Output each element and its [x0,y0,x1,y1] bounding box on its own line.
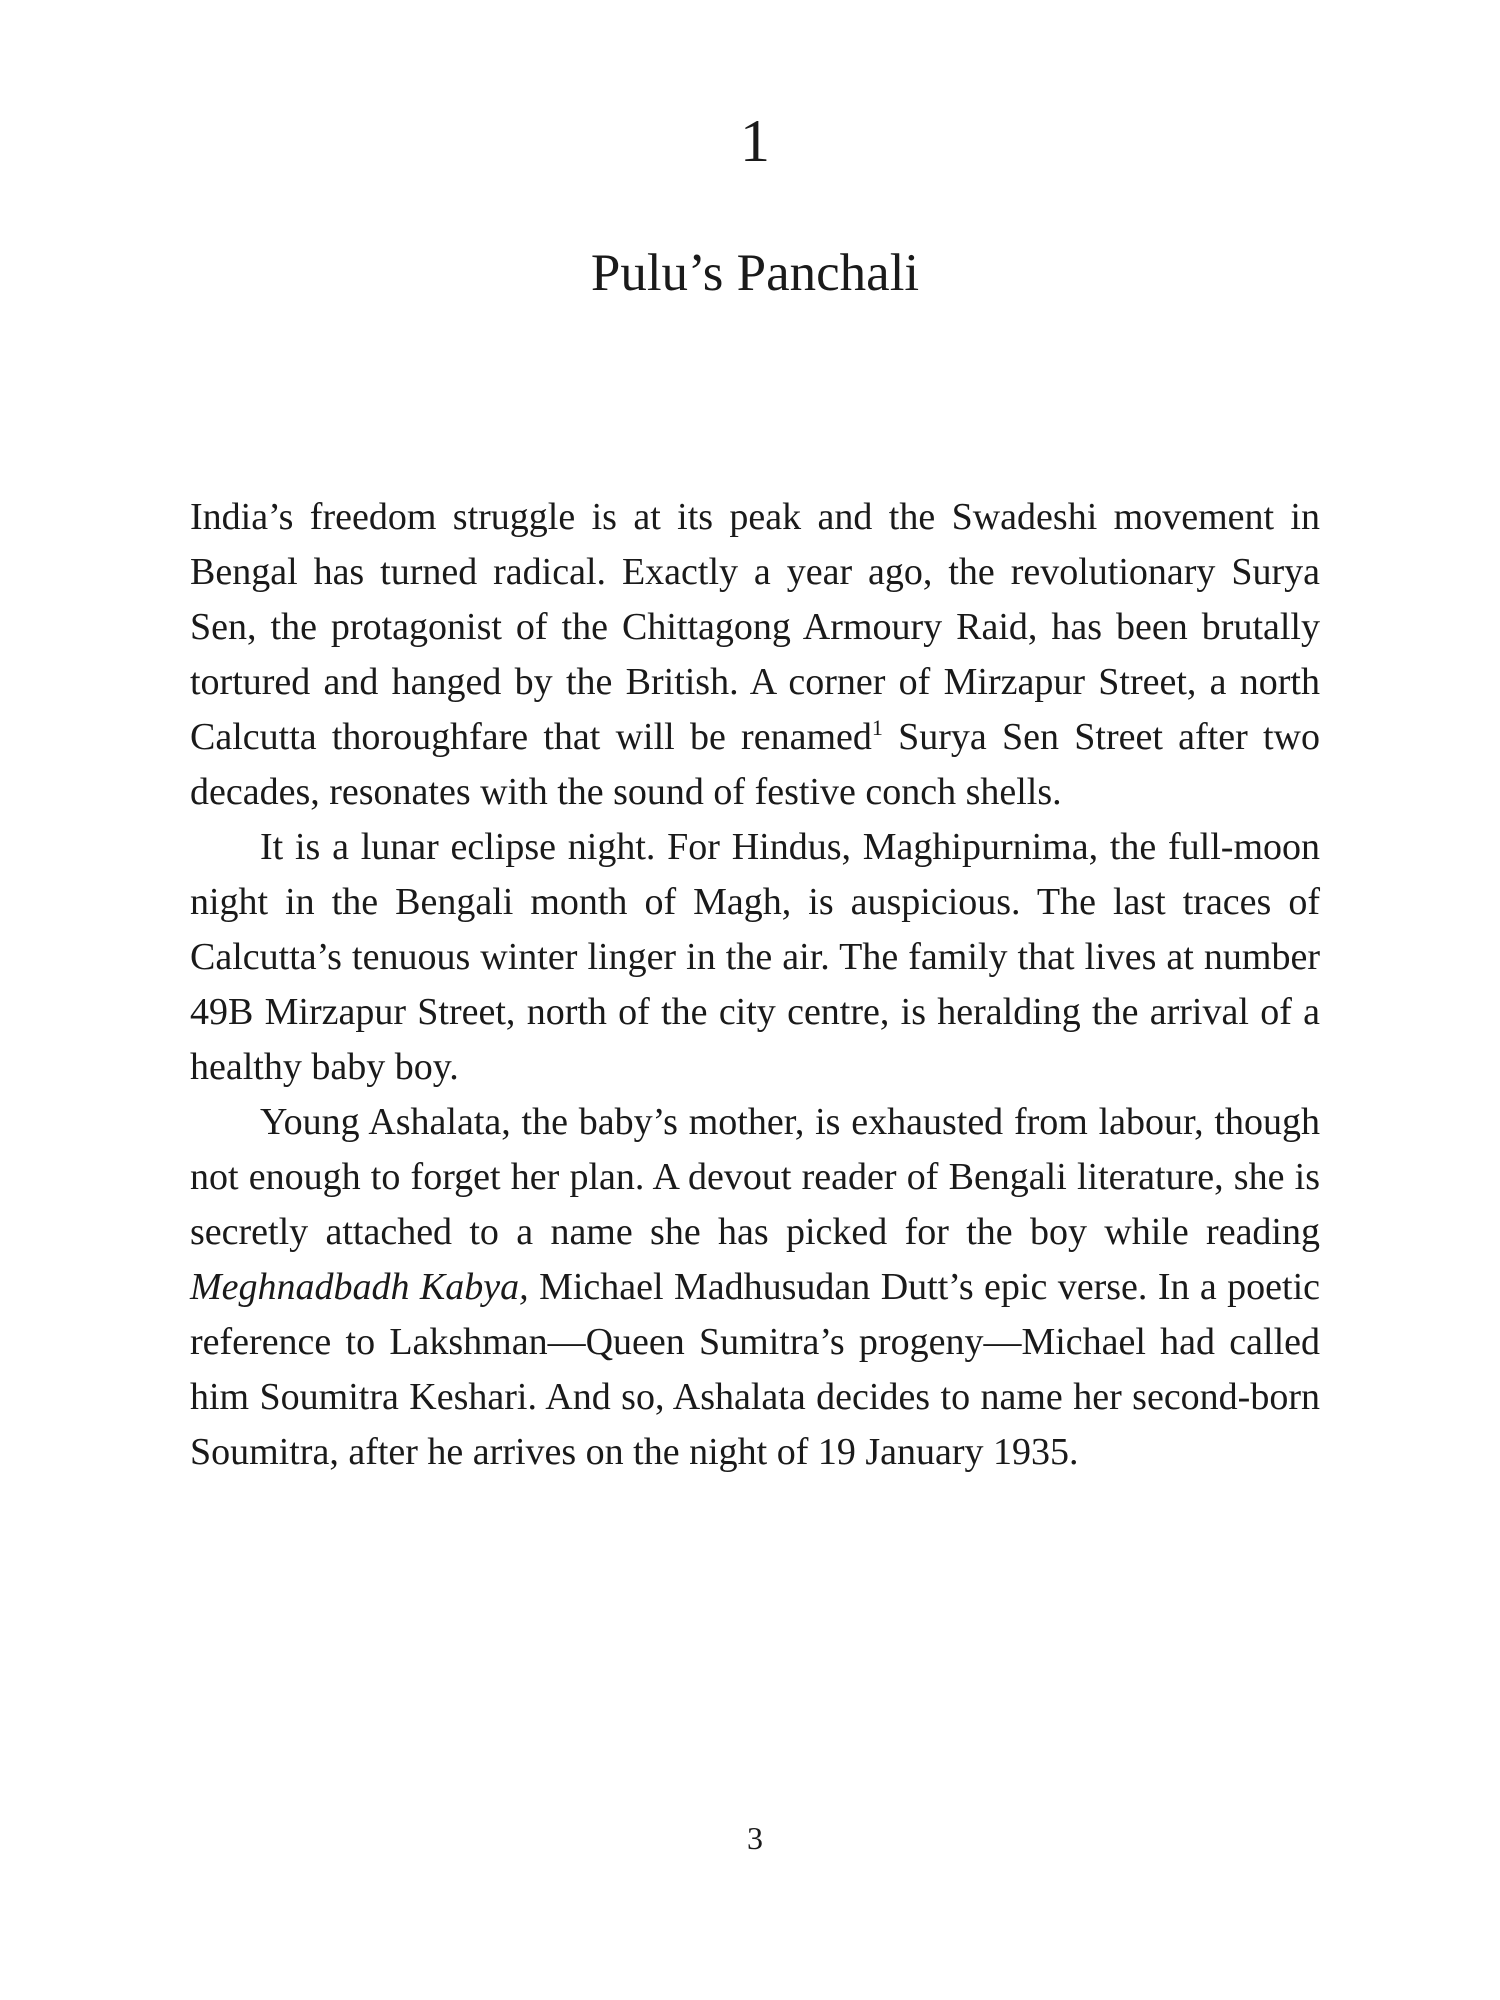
paragraph-text: Young Ashalata, the baby’s mother, is exhausted from labour, though not enough to forget her plan. A devout reader of Bengali literature, she is secretly attached to a name she has picked for the boy while reading [190,1101,1320,1253]
page-number: 3 [747,1820,763,1856]
paragraph-text: Surya Sen Street after two decades, resonates with the sound of festive conch shells. [190,716,1320,813]
book-title-italic: Meghnadbadh Kabya, [190,1266,529,1308]
paragraph-2 [190,820,1320,1095]
chapter-title: Pulu’s Panchali [590,244,920,302]
paragraph-1 [190,490,1320,820]
paragraph-text: It is a lunar eclipse night. For Hindus, Maghipurnima, the full-moon night in the Bengali month of Magh, is auspicious. The last traces of Calcutta’s tenuous winter linger in the air. The family that lives at number 49B Mirzapur Street, north of the city centre, is heralding the arrival of a healthy baby boy. [190,826,1320,1088]
paragraph-3 [190,1095,1320,1480]
footnote-marker: 1 [871,715,883,740]
paragraph-text: Michael Madhusudan Dutt’s epic verse. In a poetic reference to Lakshman—Queen Sumitra’s progeny—Michael had called him Soumitra Keshari. And so, Ashalata decides to name her second-born Soumitra, after he arrives on the night of 19 January 1935. [190,1266,1321,1473]
chapter-number: 1 [740,108,770,174]
paragraph-text: India’s freedom struggle is at its peak and the Swadeshi movement in Bengal has turned radical. Exactly a year ago, the revolutionary Surya Sen, the protagonist of the Chittagong Armoury Raid, has been brutally tortured and hanged by the British. A corner of Mirzapur Street, a north Calcutta thoroughfare that will be renamed [190,496,1320,758]
chapter-body [190,490,1320,1480]
